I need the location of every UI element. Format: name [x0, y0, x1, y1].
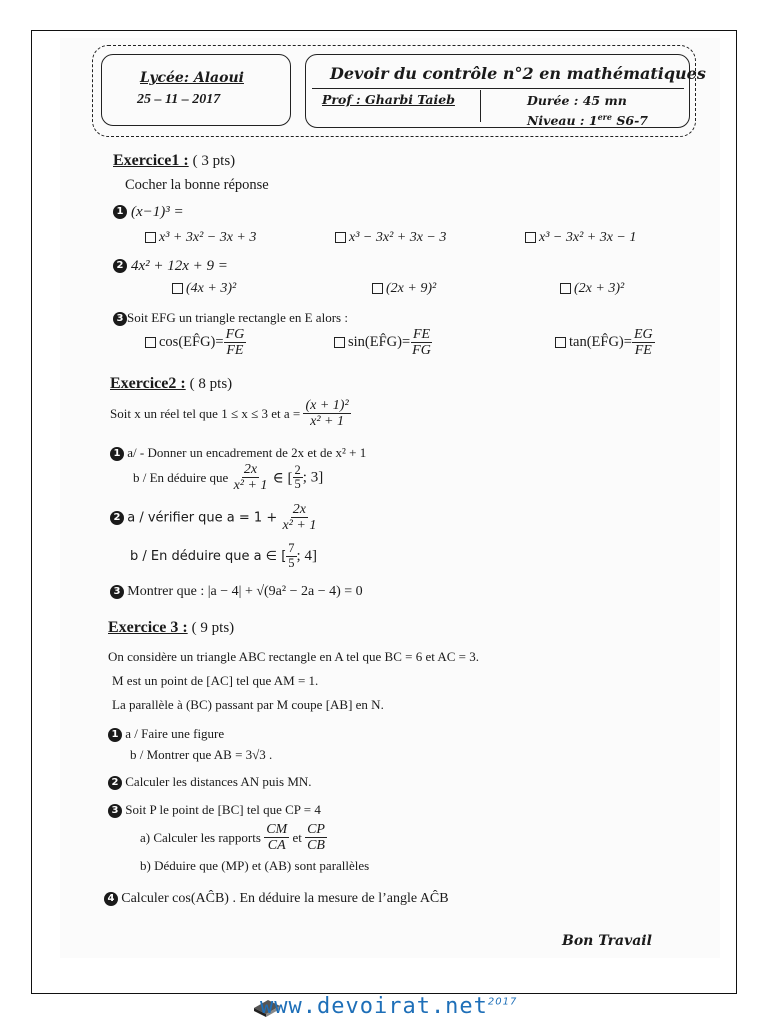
ex1-q2-option-1[interactable]: (4x + 3)²	[172, 281, 236, 297]
ex1-question-1: 1 (x−1)³ =	[113, 203, 184, 221]
checkbox[interactable]	[525, 232, 536, 243]
ex3-line-2: M est un point de [AC] tel que AM = 1.	[112, 673, 319, 688]
exam-date: 25 – 11 – 2017	[137, 92, 221, 107]
school-name: Lycée: Alaoui	[140, 70, 244, 86]
exercise-2-heading: Exercice2 : ( 8 pts)	[110, 375, 233, 392]
ex1-q1-option-3[interactable]: x³ − 3x² + 3x − 1	[525, 230, 636, 246]
ex3-line-3: La parallèle à (BC) passant par M coupe [AB] en N.	[112, 697, 384, 712]
class-level: Niveau : 1ere S6-7	[527, 112, 648, 129]
footer-watermark[interactable]	[260, 994, 517, 1019]
checkbox[interactable]	[334, 337, 345, 348]
teacher-name: Prof : Gharbi Taieb	[322, 92, 455, 107]
checkbox[interactable]	[560, 283, 571, 294]
school-box	[101, 54, 291, 126]
ex1-q1-option-2[interactable]: x³ − 3x² + 3x − 3	[335, 230, 446, 246]
ex1-q2-option-3[interactable]: (2x + 3)²	[560, 281, 624, 297]
ex2-q1b: b / En déduire que $\frac{2x}{\text{x² + 1}}$ ∈ [ $\frac{2}{5}$ ; 3]	[133, 462, 324, 494]
scanned-sheet	[60, 38, 720, 958]
ex1-q3-option-3[interactable]: tan(EF̂G)= $\frac{EG}{FE}$	[555, 327, 655, 359]
ex1-question-3: 3 Soit EFG un triangle rectangle en E alors :	[113, 310, 348, 326]
ex1-q2-option-2[interactable]: (2x + 9)²	[372, 281, 436, 297]
ex1-question-2: 2 4x² + 12x + 9 =	[113, 257, 228, 275]
ex1-q1-option-1[interactable]: x³ + 3x² − 3x + 3	[145, 230, 256, 246]
ex3-q1a: 1 a / Faire une figure	[108, 726, 224, 742]
exam-title: Devoir du contrôle n°2 en mathématiques	[330, 64, 706, 83]
header-vertical-divider	[480, 90, 481, 122]
ex3-q3: 3 Soit P le point de [BC] tel que CP = 4	[108, 802, 321, 818]
header-divider	[312, 88, 684, 89]
checkbox[interactable]	[335, 232, 346, 243]
ex1-q3-option-1[interactable]: cos(EF̂G)= $\frac{FG}{FE}$	[145, 327, 246, 359]
closing-note: Bon Travail	[562, 933, 652, 949]
checkbox[interactable]	[145, 232, 156, 243]
ex3-q3a: a) Calculer les rapports $\frac{CM}{CA}$ et $\frac{CP}{CB}$	[140, 822, 325, 854]
ex2-q2b: b / En déduire que a ∈ [ $\frac{7}{5}$ ; 4]	[130, 541, 317, 570]
ex3-q2: 2 Calculer les distances AN puis MN.	[108, 774, 312, 790]
ex3-q1b: b / Montrer que AB = 3√3 .	[130, 747, 273, 762]
ex2-intro: Soit x un réel tel que 1 ≤ x ≤ 3 et a = $\frac{\text{(x + 1)²}}{\text{x² + 1}}$	[110, 398, 349, 430]
ex1-q3-option-2[interactable]: sin(EF̂G)= $\frac{FE}{FG}$	[334, 327, 433, 359]
exam-duration: Durée : 45 mn	[527, 93, 627, 108]
ex2-q1a: 1 a/ - Donner un encadrement de 2x et de x² + 1	[110, 445, 366, 461]
exercise-3-heading: Exercice 3 : ( 9 pts)	[108, 619, 235, 636]
ex3-line-1: On considère un triangle ABC rectangle en A tel que BC = 6 et AC = 3.	[108, 649, 480, 664]
ex2-q2a: 2 a / vérifier que a = 1 + $\frac{2x}{\text{x² + 1}}$	[110, 502, 318, 534]
ex2-q3: 3 Montrer que : |a − 4| + √(9a² − 2a − 4) = 0	[110, 583, 363, 600]
checkbox[interactable]	[145, 337, 156, 348]
checkbox[interactable]	[372, 283, 383, 294]
footer-site-link[interactable]: www.devoirat.net	[260, 994, 488, 1019]
ex3-q4: 4 Calculer cos(AĈB) . En déduire la mesure de l’angle AĈB	[104, 890, 449, 907]
exercise-1-heading: Exercice1 : ( 3 pts)	[113, 152, 236, 169]
checkbox[interactable]	[555, 337, 566, 348]
ex3-q3b: b) Déduire que (MP) et (AB) sont parallèles	[140, 858, 370, 873]
exercise-1-instruction: Cocher la bonne réponse	[125, 177, 269, 193]
footer-year: 2017	[487, 996, 518, 1008]
checkbox[interactable]	[172, 283, 183, 294]
